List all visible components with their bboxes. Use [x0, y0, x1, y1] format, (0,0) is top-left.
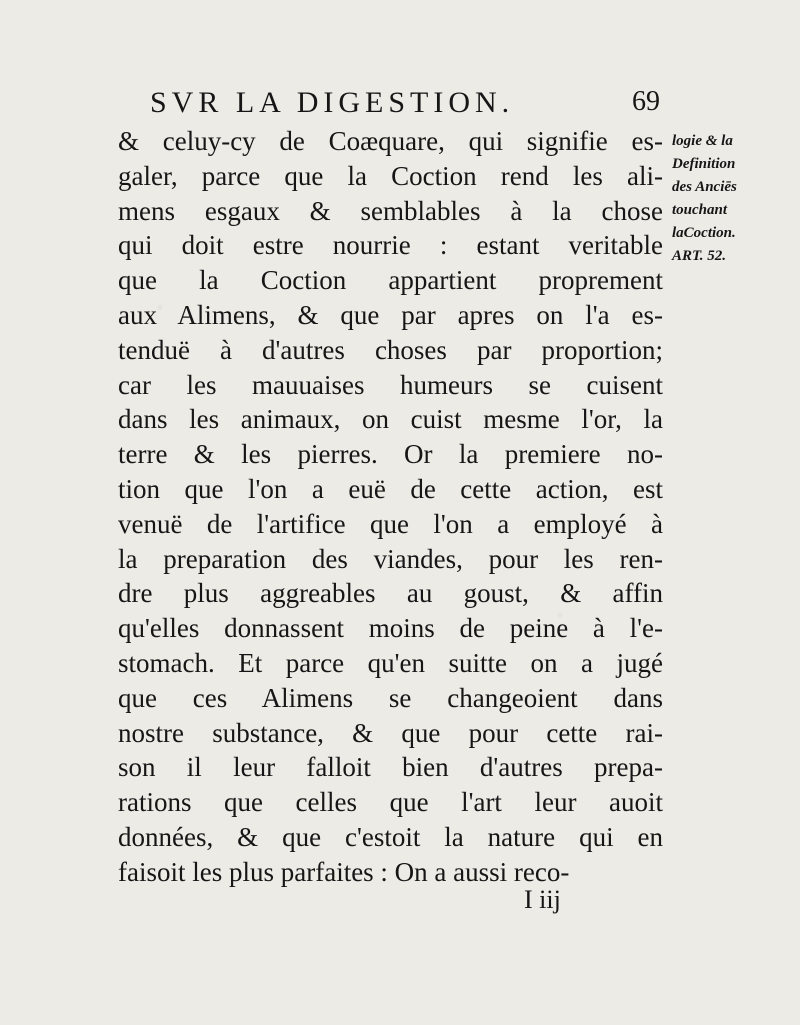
- text-line: qui doit estre nourrie : estant veritable: [118, 230, 663, 261]
- text-line: dans les animaux, on cuist mesme l'or, la: [118, 404, 663, 435]
- running-head: SVR LA DIGESTION.: [150, 86, 515, 119]
- text-line: stomach. Et parce qu'en suitte on a jugé: [118, 647, 663, 678]
- text-line: car les mauuaises humeurs se cuisent: [118, 369, 663, 400]
- text-line: terre & les pierres. Or la premiere no-: [118, 439, 663, 470]
- text-line: que ces Alimens se changeoient dans: [118, 682, 663, 713]
- text-line: dre plus aggreables au goust, & affin: [118, 578, 663, 609]
- text-line: que la Coction appartient proprement: [118, 265, 663, 296]
- text-line: tenduë à d'autres choses par proportion;: [118, 334, 663, 365]
- margin-note-line: logie & la: [672, 133, 733, 149]
- text-line: galer, parce que la Coction rend les ali-: [118, 160, 663, 191]
- text-line: venuë de l'artifice que l'on a employé à: [118, 508, 663, 539]
- margin-note-line: Definition: [672, 156, 736, 172]
- margin-note-line: laCoction.: [672, 225, 736, 241]
- text-line: faisoit les plus parfaites : On a aussi reco-: [118, 856, 570, 887]
- text-line: rations que celles que l'art leur auoit: [118, 787, 663, 818]
- text-line: tion que l'on a euë de cette action, est: [118, 473, 663, 504]
- margin-note-line: des Anciēs: [672, 179, 737, 195]
- text-line: qu'elles donnassent moins de peine à l'e-: [118, 613, 663, 644]
- body-text: [118, 124, 663, 890]
- text-line: mens esgaux & semblables à la chose: [118, 195, 663, 226]
- text-line: nostre substance, & que pour cette rai-: [118, 717, 663, 748]
- text-line: la preparation des viandes, pour les ren-: [118, 543, 663, 574]
- text-line: données, & que c'estoit la nature qui en: [118, 821, 663, 852]
- margin-note: [672, 130, 790, 268]
- page-header: [150, 86, 660, 122]
- text-line: & celuy-cy de Coæquare, qui signifie es-: [118, 126, 663, 156]
- page-number: 69: [632, 86, 660, 117]
- signature-mark: I iij: [524, 885, 561, 914]
- margin-note-line: touchant: [672, 202, 728, 218]
- margin-note-line: ART. 52.: [672, 248, 727, 264]
- text-line: aux Alimens, & que par apres on l'a es-: [118, 299, 663, 330]
- text-line: son il leur falloit bien d'autres prepa-: [118, 752, 663, 783]
